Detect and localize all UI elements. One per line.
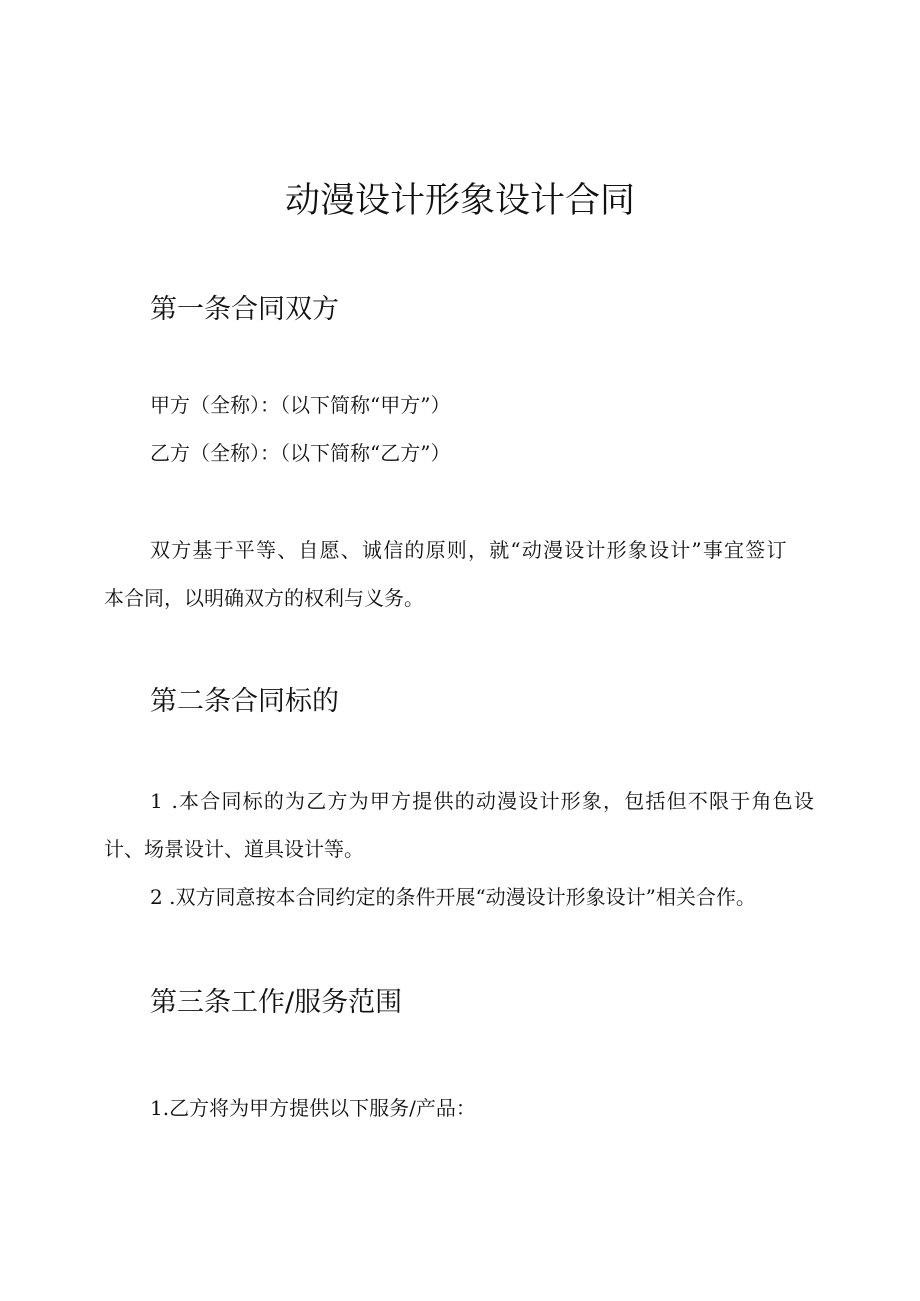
section-2-heading: 第二条合同标的	[150, 686, 339, 717]
section-3-heading: 第三条工作/服务范围	[150, 987, 403, 1018]
document-title: 动漫设计形象设计合同	[284, 181, 635, 221]
section-2-item-2-line-1: 2 .双方同意按本合同约定的条件开展“动漫设计形象设计”相关合作。	[150, 885, 756, 909]
party-a-line: 甲方（全称）：（以下简称“甲方”）	[150, 393, 451, 417]
section-1-paragraph-line-2: 本合同，以明确双方的权利与义务。	[104, 586, 424, 610]
section-2-item-1-line-2: 计、场景设计、道具设计等。	[104, 837, 364, 861]
section-2-item-1-line-1: 1 .本合同标的为乙方为甲方提供的动漫设计形象，包括但不限于角色设	[150, 789, 816, 813]
party-b-line: 乙方（全称）：（以下简称“乙方”）	[150, 441, 451, 465]
section-1-heading: 第一条合同双方	[150, 294, 339, 325]
section-3-item-1-line-1: 1.乙方将为甲方提供以下服务/产品：	[150, 1096, 476, 1120]
section-1-paragraph-line-1: 双方基于平等、自愿、诚信的原则，就“动漫设计形象设计”事宜签订	[150, 538, 788, 562]
